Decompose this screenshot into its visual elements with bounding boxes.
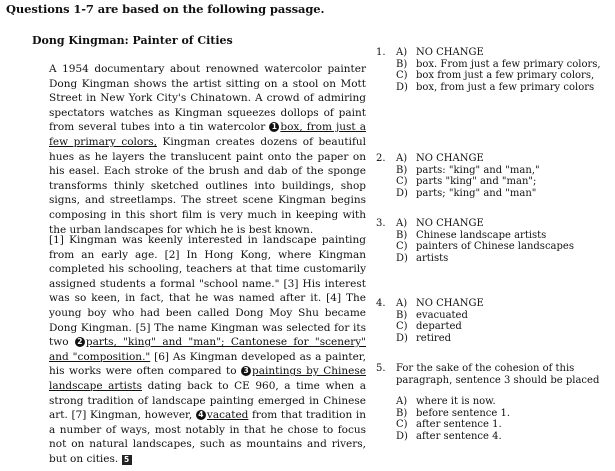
answer-option[interactable] xyxy=(376,253,612,265)
answer-option[interactable] xyxy=(376,298,612,310)
answer-option[interactable] xyxy=(376,408,612,420)
option-text: artists xyxy=(416,252,449,264)
option-letter: A) xyxy=(396,218,408,229)
answer-option[interactable] xyxy=(376,47,612,59)
option-letter: A) xyxy=(396,298,408,309)
question-3 xyxy=(376,218,612,264)
option-text: NO CHANGE xyxy=(416,153,484,164)
option-letter: C) xyxy=(396,70,408,81)
passage-paragraph-2 xyxy=(33,233,366,467)
passage-paragraph-1 xyxy=(33,62,366,237)
option-text: evacuated xyxy=(416,309,468,321)
answer-option[interactable] xyxy=(376,188,612,200)
answer-option[interactable] xyxy=(376,153,612,165)
option-letter: A) xyxy=(396,396,408,407)
answer-option[interactable] xyxy=(376,218,612,230)
question-4 xyxy=(376,298,612,344)
question-marker-5-box: 5 xyxy=(122,455,132,465)
answer-option[interactable] xyxy=(376,310,612,322)
option-letter: A) xyxy=(396,153,408,164)
option-text: box, from just a few primary colors xyxy=(416,81,595,93)
question-number: 3. xyxy=(376,218,386,229)
option-text: box from just a few primary colors, xyxy=(416,70,595,81)
option-letter: C) xyxy=(396,321,408,332)
answer-option[interactable] xyxy=(376,82,612,94)
question-number: 5. xyxy=(376,363,386,374)
option-letter: D) xyxy=(396,187,408,199)
question-stem: For the sake of the cohesion of this paragraph, sentence 3 should be placed xyxy=(396,363,600,386)
question-1 xyxy=(376,47,612,93)
p2-text-a: [1] Kingman was keenly interested in landscape painting from an early age. [2] In Hong Kong, where Kingman completed his schooling, teachers at that time customarily assigned students a formal "school name." [3] His interest was so keen, in fact, that he was named after it. [4] The young boy who had been called Dong Moy Shu became Dong Kingman. [5] The name Kingman was selected for its two xyxy=(49,234,366,349)
answer-option[interactable] xyxy=(376,419,612,431)
question-marker-2: 2 xyxy=(75,337,85,347)
p2-text-b: [6] As Kingman developed as a painter, his works were often compared to xyxy=(49,350,366,378)
option-text: NO CHANGE xyxy=(416,47,484,58)
option-text: where it is now. xyxy=(416,396,496,407)
answer-option[interactable] xyxy=(376,431,612,443)
option-text: after sentence 4. xyxy=(416,430,502,442)
answer-option[interactable] xyxy=(376,70,612,82)
p2-text-d: from that tradition in a number of ways, most notably in that he chose to focus not on natural landscapes, such as mountains and rivers, but on cities. xyxy=(49,409,366,465)
option-text: Chinese landscape artists xyxy=(416,229,547,241)
option-text: parts "king" and "man"; xyxy=(416,176,537,187)
option-letter: C) xyxy=(396,419,408,430)
question-marker-3: 3 xyxy=(241,366,251,376)
underlined-text-4: vacated xyxy=(206,409,249,422)
option-letter: B) xyxy=(396,58,408,70)
option-letter: B) xyxy=(396,164,408,176)
option-letter: D) xyxy=(396,81,408,93)
answer-option[interactable] xyxy=(376,176,612,188)
question-2 xyxy=(376,153,612,199)
option-letter: C) xyxy=(396,176,408,187)
answer-option[interactable] xyxy=(376,241,612,253)
option-text: after sentence 1. xyxy=(416,419,502,430)
option-text: retired xyxy=(416,332,452,344)
option-text: parts; "king" and "man" xyxy=(416,187,537,199)
question-number: 2. xyxy=(376,153,386,164)
question-marker-1: 1 xyxy=(269,122,279,132)
answer-option[interactable] xyxy=(376,321,612,333)
option-text: NO CHANGE xyxy=(416,218,484,229)
answer-option[interactable] xyxy=(376,59,612,71)
p2-text-c: dating back to CE 960, a time when a strong tradition of landscape painting emerged in Chinese art. [7] Kingman, however, xyxy=(49,379,366,422)
option-letter: B) xyxy=(396,407,408,419)
question-marker-4: 4 xyxy=(196,410,206,420)
underlined-text-2: parts, "king" and "man"; Cantonese for "scenery" and "composition." xyxy=(49,336,366,363)
option-letter: D) xyxy=(396,332,408,344)
p1-text-b: Kingman creates dozens of beautiful hues as he layers the translucent paint onto the paper on his easel. Each stroke of the brush and dab of the sponge transforms thinly sketched outlines into buildings, shop signs, and streetlamps. The street scene Kingman begins composing in this short film is very much in keeping with the urban landscapes for which he is best known. xyxy=(49,135,366,236)
answer-option[interactable] xyxy=(376,165,612,177)
option-letter: B) xyxy=(396,309,408,321)
p1-text-a: A 1954 documentary about renowned watercolor painter Dong Kingman shows the artist sitting on a stool on Mott Street in New York City's Chinatown. A crowd of admiring spectators watches as Kingman squeezes dollops of paint from several tubes into a tin watercolor xyxy=(49,63,366,134)
underlined-text-1: box, from just a few primary colors, xyxy=(49,121,366,148)
question-number: 1. xyxy=(376,47,386,58)
questions-heading: Questions 1-7 are based on the following passage. xyxy=(6,2,325,16)
passage-title: Dong Kingman: Painter of Cities xyxy=(32,34,233,47)
option-letter: D) xyxy=(396,252,408,264)
option-letter: D) xyxy=(396,430,408,442)
underlined-text-3: paintings by Chinese landscape artists xyxy=(49,365,366,392)
option-text: departed xyxy=(416,321,462,332)
option-text: box. From just a few primary colors, xyxy=(416,58,601,70)
question-5 xyxy=(376,363,612,442)
answer-option[interactable] xyxy=(376,333,612,345)
option-text: before sentence 1. xyxy=(416,407,511,419)
option-text: parts: "king" and "man," xyxy=(416,164,540,176)
answer-option[interactable] xyxy=(376,230,612,242)
option-letter: C) xyxy=(396,241,408,252)
option-letter: A) xyxy=(396,47,408,58)
answer-option[interactable] xyxy=(376,396,612,408)
question-number: 4. xyxy=(376,298,386,309)
option-text: NO CHANGE xyxy=(416,298,484,309)
option-text: painters of Chinese landscapes xyxy=(416,241,574,252)
option-letter: B) xyxy=(396,229,408,241)
